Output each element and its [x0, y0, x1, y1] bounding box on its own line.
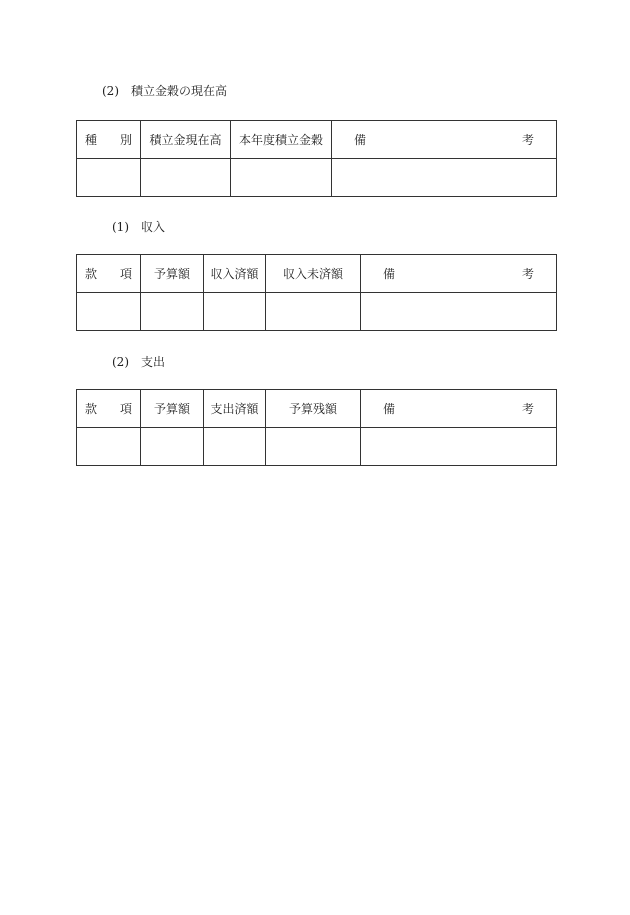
income-header-received: 収入済額 [204, 255, 266, 293]
income-header-item [77, 255, 141, 293]
reserve-data-row [77, 159, 557, 197]
income-header-item-char-1: 款 [85, 266, 98, 281]
expense-header-item-char-2: 項 [119, 401, 132, 416]
income-data-row [77, 293, 557, 331]
expense-data-row [77, 428, 557, 466]
income-heading-title: 収入 [141, 220, 166, 234]
income-header-remarks-char-1: 備 [383, 266, 396, 281]
income-header-unreceived: 収入未済額 [266, 255, 361, 293]
reserve-heading [102, 84, 227, 98]
expense-header-row [77, 390, 557, 428]
expense-cell-budget[interactable] [141, 428, 204, 466]
expense-cell-remarks[interactable] [361, 428, 557, 466]
income-cell-remarks[interactable] [361, 293, 557, 331]
reserve-heading-title: 積立金穀の現在高 [131, 84, 228, 98]
expense-header-remaining: 予算残額 [266, 390, 361, 428]
income-cell-item[interactable] [77, 293, 141, 331]
expense-header-spent: 支出済額 [204, 390, 266, 428]
reserve-header-remarks-char-1: 備 [354, 132, 367, 147]
reserve-table [76, 120, 557, 197]
income-header-budget: 予算額 [141, 255, 204, 293]
reserve-header-remarks [332, 121, 557, 159]
expense-header-item [77, 390, 141, 428]
income-cell-received[interactable] [204, 293, 266, 331]
income-header-item-char-2: 項 [119, 266, 132, 281]
reserve-header-type [77, 121, 141, 159]
expense-cell-spent[interactable] [204, 428, 266, 466]
expense-header-remarks-char-2: 考 [521, 401, 534, 416]
expense-cell-item[interactable] [77, 428, 141, 466]
reserve-cell-this-year[interactable] [231, 159, 332, 197]
income-cell-unreceived[interactable] [266, 293, 361, 331]
reserve-header-current-balance: 積立金現在高 [141, 121, 231, 159]
expense-cell-remaining[interactable] [266, 428, 361, 466]
income-cell-budget[interactable] [141, 293, 204, 331]
income-header-remarks-char-2: 考 [521, 266, 534, 281]
expense-heading [112, 355, 165, 369]
reserve-header-remarks-char-2: 考 [521, 132, 534, 147]
expense-table [76, 389, 557, 466]
reserve-header-row [77, 121, 557, 159]
income-heading-number: (1) [112, 220, 129, 234]
expense-heading-number: (2) [112, 355, 129, 369]
expense-header-budget: 予算額 [141, 390, 204, 428]
expense-header-item-char-1: 款 [85, 401, 98, 416]
reserve-cell-type[interactable] [77, 159, 141, 197]
expense-heading-title: 支出 [141, 355, 166, 369]
reserve-header-type-char-2: 別 [119, 132, 132, 147]
reserve-cell-current-balance[interactable] [141, 159, 231, 197]
expense-header-remarks [361, 390, 557, 428]
expense-header-remarks-char-1: 備 [383, 401, 396, 416]
income-heading [112, 220, 165, 234]
income-header-row [77, 255, 557, 293]
reserve-header-type-char-1: 種 [85, 132, 98, 147]
income-header-remarks [361, 255, 557, 293]
reserve-cell-remarks[interactable] [332, 159, 557, 197]
reserve-header-this-year: 本年度積立金穀 [231, 121, 332, 159]
reserve-heading-number: (2) [102, 84, 119, 98]
income-table [76, 254, 557, 331]
